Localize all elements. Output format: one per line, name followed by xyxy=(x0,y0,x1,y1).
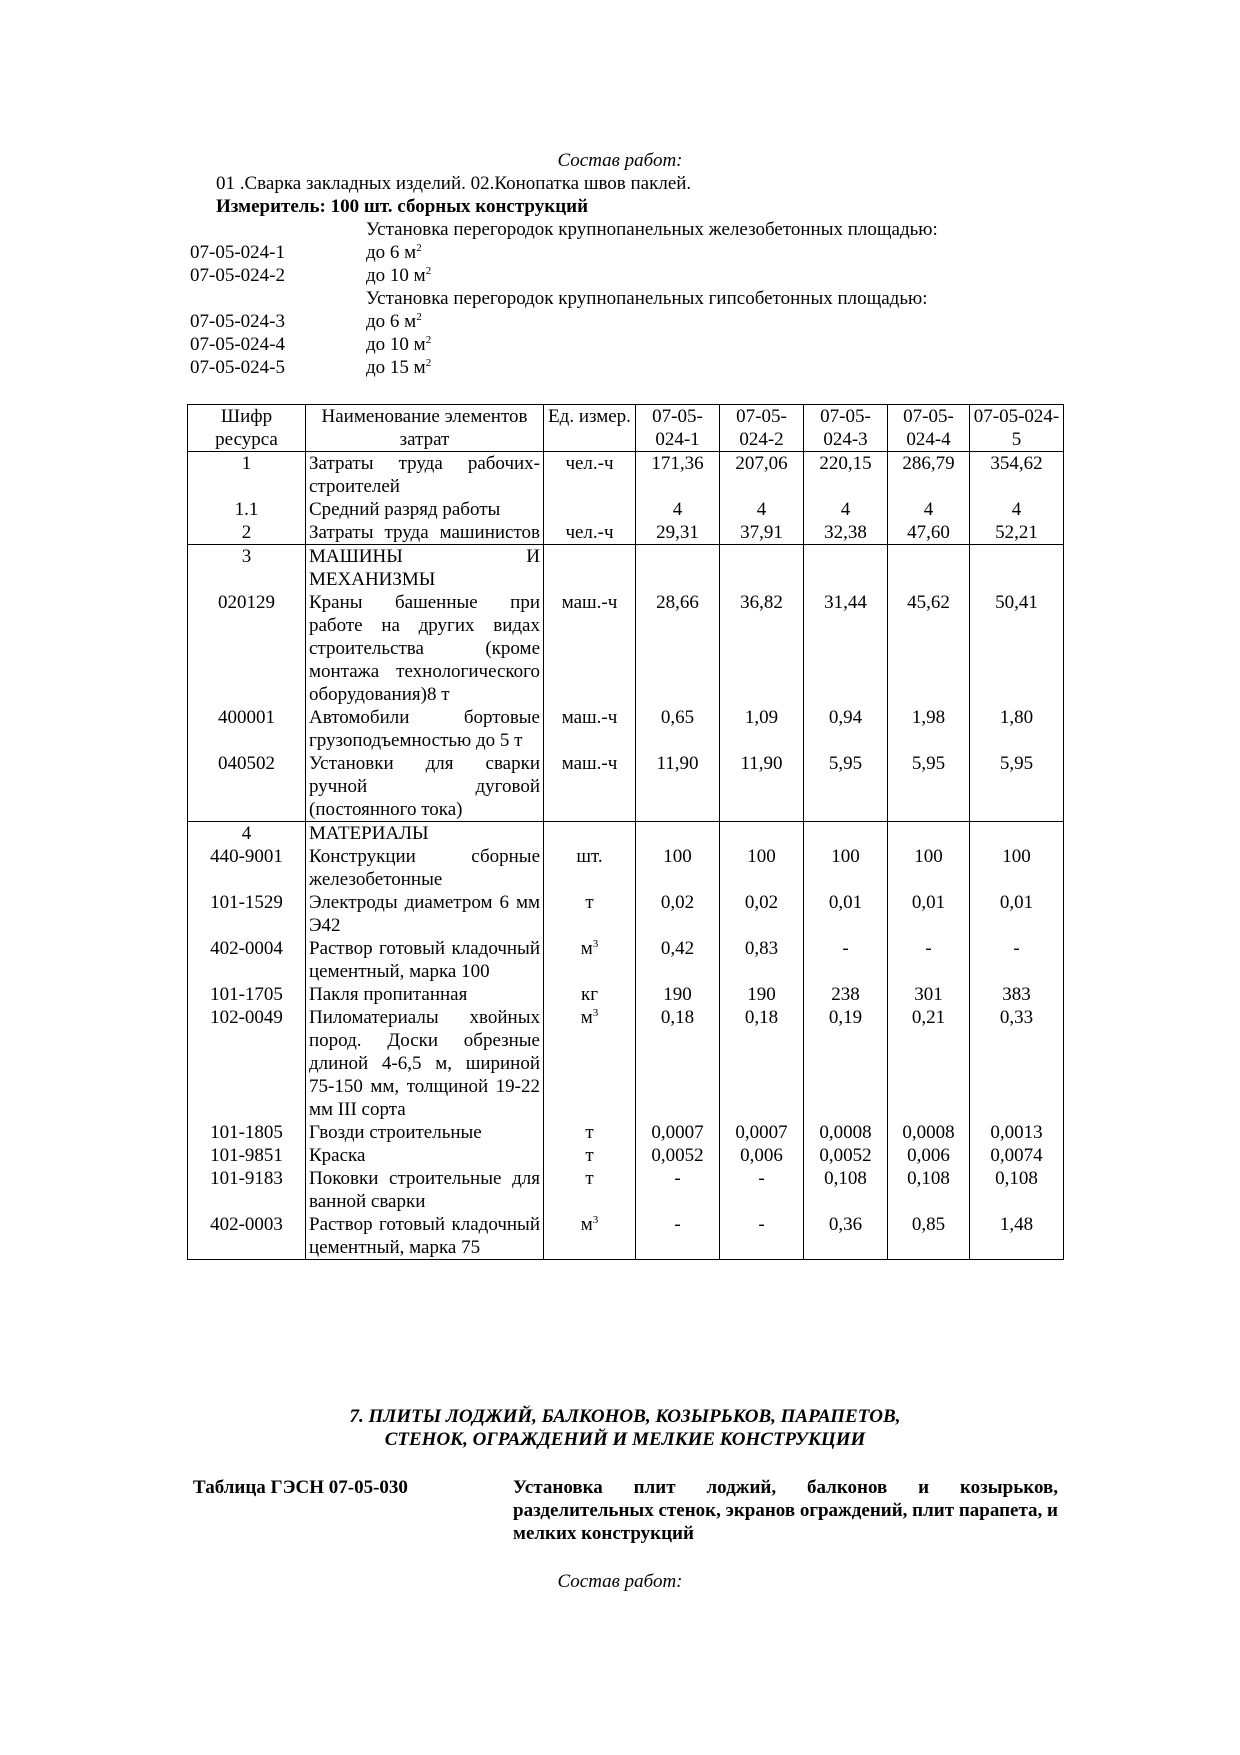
cell-value xyxy=(720,545,804,592)
works-list: 01 .Сварка закладных изделий. 02.Конопатка швов паклей. xyxy=(216,173,692,194)
table-row xyxy=(188,1006,1064,1121)
cell-value: 4 xyxy=(636,498,720,521)
cell-value: 0,108 xyxy=(804,1167,888,1213)
table-row xyxy=(188,706,1064,752)
cell-name: Установки для сварки ручной дуговой (постоянного тока) xyxy=(306,752,544,822)
table-row xyxy=(188,752,1064,822)
cell-value: - xyxy=(970,937,1064,983)
cell-code: 101-9851 xyxy=(188,1144,306,1167)
cell-name: Средний разряд работы xyxy=(306,498,544,521)
section-heading-line: 7. ПЛИТЫ ЛОДЖИЙ, БАЛКОНОВ, КОЗЫРЬКОВ, ПАРАПЕТОВ, xyxy=(349,1406,901,1427)
cell-value: 0,36 xyxy=(804,1213,888,1260)
table-row xyxy=(188,1213,1064,1260)
section-row xyxy=(188,545,1064,592)
cell-value: 0,0013 xyxy=(970,1121,1064,1144)
cell-unit: $м^3$ xyxy=(544,1213,636,1260)
cell-value xyxy=(636,545,720,592)
cell-value: 100 xyxy=(804,845,888,891)
cell-value: 5,95 xyxy=(804,752,888,822)
section-name: МАТЕРИАЛЫ xyxy=(306,822,544,846)
table-row xyxy=(188,937,1064,983)
section-name: МАШИНЫ И МЕХАНИЗМЫ xyxy=(306,545,544,592)
cell-value: 4 xyxy=(888,498,970,521)
cell-unit: $м^3$ xyxy=(544,937,636,983)
cell-code: 101-1529 xyxy=(188,891,306,937)
cell-value: 0,94 xyxy=(804,706,888,752)
cell-value: 1,80 xyxy=(970,706,1064,752)
cell-value: 0,0052 xyxy=(804,1144,888,1167)
table-row xyxy=(188,591,1064,706)
cell-value xyxy=(636,822,720,846)
cell-value: 238 xyxy=(804,983,888,1006)
cell-value xyxy=(804,545,888,592)
cell-value xyxy=(804,822,888,846)
cell-value: 0,01 xyxy=(804,891,888,937)
cell-value: 0,01 xyxy=(970,891,1064,937)
cell-value: - xyxy=(636,1167,720,1213)
cell-code: 040502 xyxy=(188,752,306,822)
cell-value: - xyxy=(888,937,970,983)
cell-name: Пакля пропитанная xyxy=(306,983,544,1006)
table-row xyxy=(188,891,1064,937)
cell-value: 0,85 xyxy=(888,1213,970,1260)
cell-value: 190 xyxy=(720,983,804,1006)
cell-value: 0,02 xyxy=(636,891,720,937)
cell-value: 207,06 xyxy=(720,452,804,499)
cell-value: 0,01 xyxy=(888,891,970,937)
cell-unit: чел.-ч xyxy=(544,452,636,499)
cell-value: 100 xyxy=(888,845,970,891)
code-label: 07-05-024-5 xyxy=(190,357,285,378)
cell-value: 286,79 xyxy=(888,452,970,499)
cell-value: 0,18 xyxy=(720,1006,804,1121)
table-row xyxy=(188,845,1064,891)
table-label: Таблица ГЭСН 07-05-030 xyxy=(193,1477,408,1498)
composition-title: Состав работ: xyxy=(557,150,683,171)
cell-unit: $м^3$ xyxy=(544,1006,636,1121)
cell-value xyxy=(888,545,970,592)
cell-code: 402-0003 xyxy=(188,1213,306,1260)
cell-value: 31,44 xyxy=(804,591,888,706)
column-header: 07-05-024-1 xyxy=(636,405,720,452)
cell-code: 020129 xyxy=(188,591,306,706)
cell-value: 11,90 xyxy=(636,752,720,822)
cell-value: 0,108 xyxy=(888,1167,970,1213)
cell-value: 0,42 xyxy=(636,937,720,983)
cell-name: Пиломатериалы хвойных пород. Доски обрезные длиной 4-6,5 м, шириной 75-150 мм, толщиной 19-22 мм III сорта xyxy=(306,1006,544,1121)
cell-value: 100 xyxy=(970,845,1064,891)
cell-unit: т xyxy=(544,1144,636,1167)
cell-value: 0,21 xyxy=(888,1006,970,1121)
cell-value: 0,02 xyxy=(720,891,804,937)
table-title: Установка плит лоджий, балконов и козырьков, разделительных стенок, экранов ограждений, плит парапета, и мелких конструкций xyxy=(513,1477,1058,1544)
column-header: Наименование элементов затрат xyxy=(306,405,544,452)
cell-name: Затраты труда рабочих-строителей xyxy=(306,452,544,499)
cell-value: 4 xyxy=(720,498,804,521)
table-row xyxy=(188,521,1064,545)
cell-code: 101-1705 xyxy=(188,983,306,1006)
cell-value: 4 xyxy=(804,498,888,521)
cell-value: 0,006 xyxy=(720,1144,804,1167)
table-row xyxy=(188,983,1064,1006)
column-header: Ед. измер. xyxy=(544,405,636,452)
cell-value: 11,90 xyxy=(720,752,804,822)
cell-code: 101-9183 xyxy=(188,1167,306,1213)
cell-value: 0,006 xyxy=(888,1144,970,1167)
cell-name: Краска xyxy=(306,1144,544,1167)
cell-value: 0,108 xyxy=(970,1167,1064,1213)
cell-value: 5,95 xyxy=(888,752,970,822)
column-header: 07-05-024-5 xyxy=(970,405,1064,452)
cell-value: 0,18 xyxy=(636,1006,720,1121)
table-row xyxy=(188,1121,1064,1144)
cell-name: Краны башенные при работе на других видах строительства (кроме монтажа технологического оборудования)8 т xyxy=(306,591,544,706)
cell-value xyxy=(888,822,970,846)
code-label: 07-05-024-2 xyxy=(190,265,285,286)
code-label: 07-05-024-4 xyxy=(190,334,285,355)
code-description: до 6 $м^2$ xyxy=(366,311,422,332)
cell-code: 2 xyxy=(188,521,306,545)
column-header: 07-05-024-2 xyxy=(720,405,804,452)
cell-code: 102-0049 xyxy=(188,1006,306,1121)
cell-value: 0,65 xyxy=(636,706,720,752)
cell-value: 301 xyxy=(888,983,970,1006)
cell-value: 383 xyxy=(970,983,1064,1006)
cell-value: 28,66 xyxy=(636,591,720,706)
cell-value: - xyxy=(720,1167,804,1213)
cell-unit: т xyxy=(544,891,636,937)
section-heading-line: СТЕНОК, ОГРАЖДЕНИЙ И МЕЛКИЕ КОНСТРУКЦИИ xyxy=(384,1429,866,1450)
cell-value: 52,21 xyxy=(970,521,1064,545)
group1-title: Установка перегородок крупнопанельных железобетонных площадью: xyxy=(366,219,938,240)
cell-value: 37,91 xyxy=(720,521,804,545)
cell-unit: шт. xyxy=(544,845,636,891)
cell-value: 5,95 xyxy=(970,752,1064,822)
cell-unit xyxy=(544,822,636,846)
cell-code: 402-0004 xyxy=(188,937,306,983)
cell-value: 0,33 xyxy=(970,1006,1064,1121)
cell-value: 0,0007 xyxy=(636,1121,720,1144)
cell-unit: маш.-ч xyxy=(544,591,636,706)
code-label: 07-05-024-3 xyxy=(190,311,285,332)
cell-value xyxy=(720,822,804,846)
cell-unit: т xyxy=(544,1121,636,1144)
cell-value: 36,82 xyxy=(720,591,804,706)
table-row xyxy=(188,1144,1064,1167)
cell-name: Раствор готовый кладочный цементный, марка 75 xyxy=(306,1213,544,1260)
cell-value: 0,0052 xyxy=(636,1144,720,1167)
cell-name: Конструкции сборные железобетонные xyxy=(306,845,544,891)
column-header: 07-05-024-3 xyxy=(804,405,888,452)
cell-value: 32,38 xyxy=(804,521,888,545)
group2-title: Установка перегородок крупнопанельных гипсобетонных площадью: xyxy=(366,288,928,309)
code-description: до 10 $м^2$ xyxy=(366,265,432,286)
cell-unit: т xyxy=(544,1167,636,1213)
cell-value xyxy=(970,822,1064,846)
cell-value xyxy=(970,545,1064,592)
cell-value: 100 xyxy=(636,845,720,891)
code-description: до 10 $м^2$ xyxy=(366,334,432,355)
cell-value: 0,0008 xyxy=(804,1121,888,1144)
cell-value: 45,62 xyxy=(888,591,970,706)
cell-unit: чел.-ч xyxy=(544,521,636,545)
column-header: Шифр ресурса xyxy=(188,405,306,452)
section-row xyxy=(188,822,1064,846)
cell-value: 354,62 xyxy=(970,452,1064,499)
cell-code: 101-1805 xyxy=(188,1121,306,1144)
cell-value: - xyxy=(804,937,888,983)
cell-unit: маш.-ч xyxy=(544,706,636,752)
cell-code: 1.1 xyxy=(188,498,306,521)
cell-value: - xyxy=(636,1213,720,1260)
cell-unit xyxy=(544,498,636,521)
cell-value: 100 xyxy=(720,845,804,891)
cell-value: 50,41 xyxy=(970,591,1064,706)
cell-value: 29,31 xyxy=(636,521,720,545)
resource-table xyxy=(187,404,1064,1260)
cell-value: 0,0007 xyxy=(720,1121,804,1144)
cell-name: Затраты труда машинистов xyxy=(306,521,544,545)
cell-unit: маш.-ч xyxy=(544,752,636,822)
cell-value: 171,36 xyxy=(636,452,720,499)
cell-value: 0,0074 xyxy=(970,1144,1064,1167)
cell-code: 440-9001 xyxy=(188,845,306,891)
cell-value: 47,60 xyxy=(888,521,970,545)
cell-value: 190 xyxy=(636,983,720,1006)
section-heading xyxy=(187,1405,1063,1451)
meter-label: Измеритель: 100 шт. сборных конструкций xyxy=(216,196,589,217)
table-header-row xyxy=(188,405,1064,452)
cell-code: 400001 xyxy=(188,706,306,752)
cell-name: Раствор готовый кладочный цементный, марка 100 xyxy=(306,937,544,983)
cell-value: 0,19 xyxy=(804,1006,888,1121)
cell-code: 1 xyxy=(188,452,306,499)
cell-value: 1,09 xyxy=(720,706,804,752)
code-description: до 15 $м^2$ xyxy=(366,357,432,378)
table-row xyxy=(188,1167,1064,1213)
cell-code: 3 xyxy=(188,545,306,592)
column-header: 07-05-024-4 xyxy=(888,405,970,452)
cell-name: Автомобили бортовые грузоподъемностью до 5 т xyxy=(306,706,544,752)
cell-name: Электроды диаметром 6 мм Э42 xyxy=(306,891,544,937)
cell-unit xyxy=(544,545,636,592)
cell-value: 220,15 xyxy=(804,452,888,499)
cell-value: 4 xyxy=(970,498,1064,521)
cell-value: 0,83 xyxy=(720,937,804,983)
cell-code: 4 xyxy=(188,822,306,846)
table-row xyxy=(188,452,1064,499)
cell-value: 1,48 xyxy=(970,1213,1064,1260)
cell-value: 1,98 xyxy=(888,706,970,752)
cell-name: Поковки строительные для ванной сварки xyxy=(306,1167,544,1213)
cell-value: 0,0008 xyxy=(888,1121,970,1144)
cell-value: - xyxy=(720,1213,804,1260)
code-label: 07-05-024-1 xyxy=(190,242,285,263)
table-row xyxy=(188,498,1064,521)
cell-unit: кг xyxy=(544,983,636,1006)
composition-title: Состав работ: xyxy=(557,1571,683,1592)
code-description: до 6 $м^2$ xyxy=(366,242,422,263)
cell-name: Гвозди строительные xyxy=(306,1121,544,1144)
